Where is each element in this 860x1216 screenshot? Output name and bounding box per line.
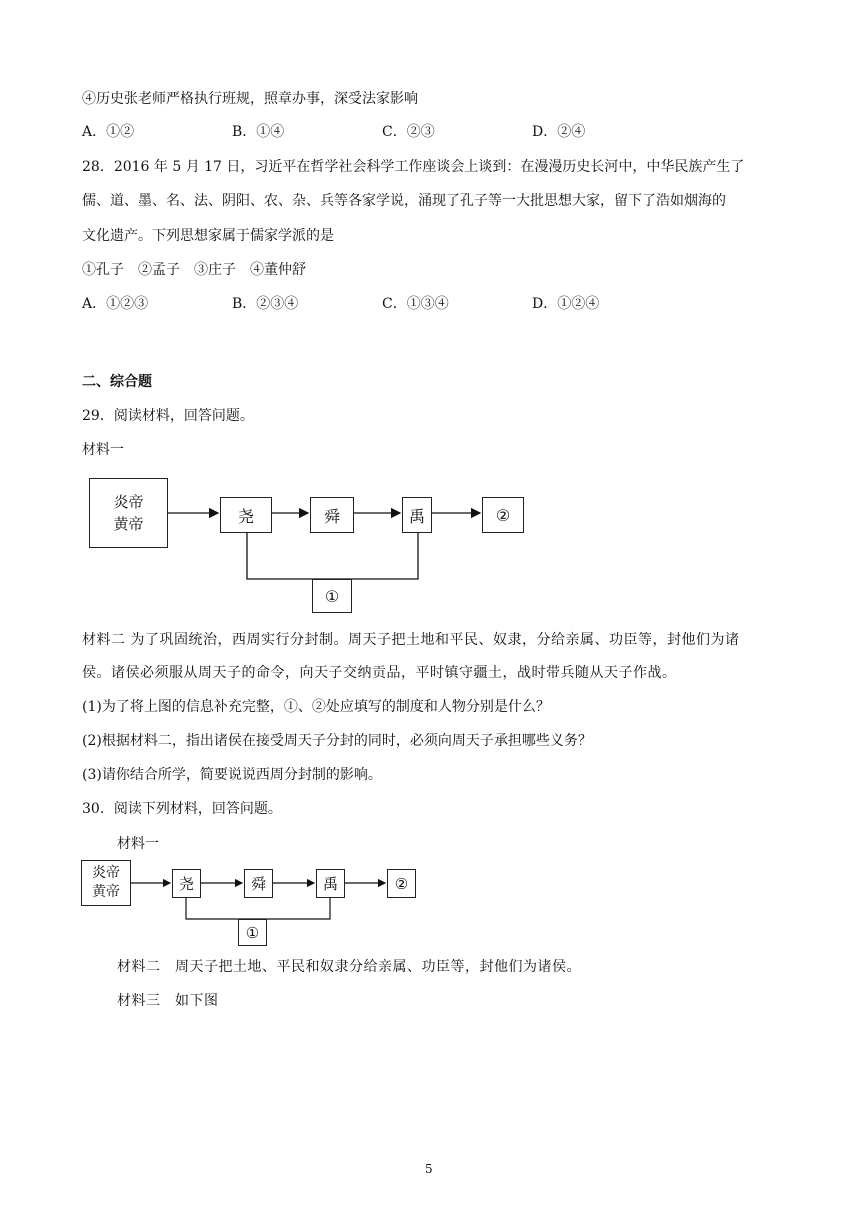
q28-option-d: D．①②④ [532,296,600,312]
q29-subquestion-3: (3)请你结合所学，简要说说西周分封制的影响。 [82,767,382,783]
q30-node-yu: 禹 [316,869,345,898]
q27-option-b: B．①④ [232,124,285,140]
q30-node-blank-2: ② [387,869,416,898]
q28-option-a: A．①②③ [82,296,149,312]
q28-stem-line-2: 儒、道、墨、名、法、阴阳、农、杂、兵等各家学说，涌现了孔子等一大批思想大家，留下了浩如烟海的 [82,193,726,209]
q28-option-c: C．①③④ [382,296,449,312]
q29-subquestion-1: (1)为了将上图的信息补充完整，①、②处应填写的制度和人物分别是什么？ [82,699,550,715]
page-number: 5 [425,1162,433,1176]
q30-stem: 30．阅读下列材料，回答问题。 [82,801,282,817]
q30-start-box [81,860,131,906]
q29-node-shun: 舜 [310,497,354,533]
q28-stem-line-1: 28．2016 年 5 月 17 日，习近平在哲学社会科学工作座谈会上谈到：在漫漫历史长河中，中华民族产生了 [82,159,745,175]
q27-option-a: A．①② [82,124,135,140]
q30-start-line-2: 黄帝 [92,884,120,900]
q27-option-c: C．②③ [382,124,435,140]
q30-node-yao: 尧 [172,869,201,898]
q29-node-blank-2: ② [482,497,524,533]
q29-node-blank-1: ① [312,579,352,613]
q30-node-blank-1: ① [238,919,267,946]
q30-node-shun: 舜 [244,869,273,898]
q30-material-3: 材料三 如下图 [117,993,219,1009]
q29-node-yu: 禹 [402,497,432,533]
q30-start-line-1: 炎帝 [92,865,120,881]
q29-node-yao: 尧 [220,497,272,533]
q29-start-line-2: 黄帝 [113,515,144,533]
q28-option-b: B．②③④ [232,296,299,312]
q29-start-line-1: 炎帝 [113,493,144,511]
q27-option-d: D．②④ [532,124,586,140]
q29-material-2-line-2: 侯。诸侯必须服从周天子的命令，向天子交纳贡品，平时镇守疆土，战时带兵随从天子作战。 [82,665,677,681]
q30-material-2: 材料二 周天子把土地、平民和奴隶分给亲属、功臣等，封他们为诸侯。 [117,959,581,975]
q30-material-1-label: 材料一 [117,836,159,852]
q28-stem-line-3: 文化遗产。下列思想家属于儒家学派的是 [82,228,334,244]
q28-items: ①孔子 ②孟子 ③庄子 ④董仲舒 [82,262,306,278]
q29-material-2-line-1: 材料二 为了巩固统治，西周实行分封制。周天子把土地和平民、奴隶，分给亲属、功臣等，封他们为诸 [82,632,740,648]
q27-item-4: ④历史张老师严格执行班规，照章办事，深受法家影响 [82,91,418,107]
section-title: 二、综合题 [82,374,152,390]
q29-subquestion-2: (2)根据材料二，指出诸侯在接受周天子分封的同时，必须向周天子承担哪些义务？ [82,733,592,749]
q29-stem: 29．阅读材料，回答问题。 [82,408,254,424]
q29-material-1-label: 材料一 [82,442,124,458]
